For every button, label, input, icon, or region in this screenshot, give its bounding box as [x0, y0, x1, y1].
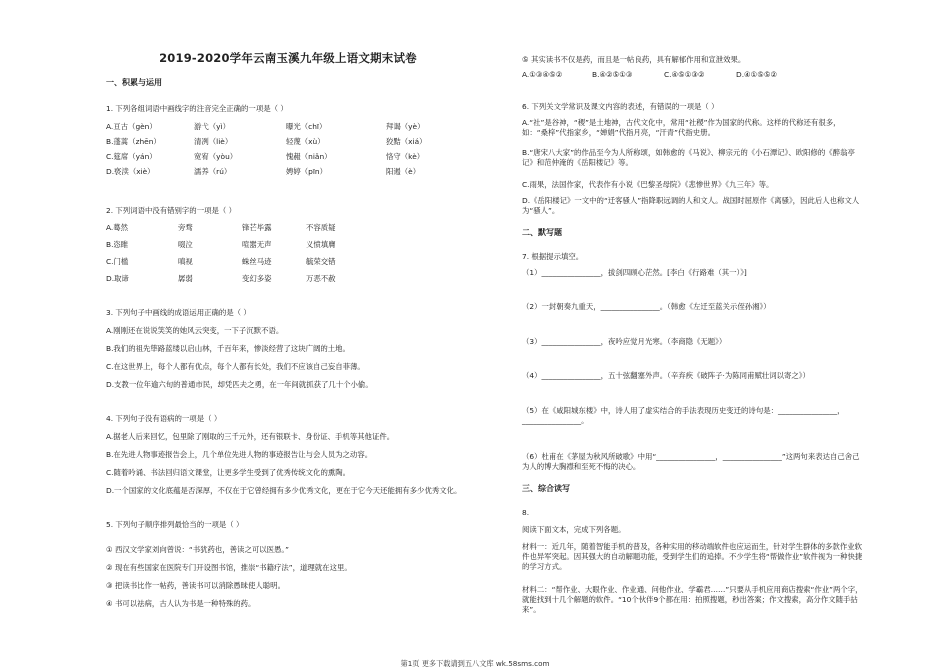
q1-c4: 恪守（kè）: [386, 152, 425, 161]
q3-option-a: A.刚刚还在说说笑笑的她风云突变，一下子沉默不语。: [106, 326, 284, 335]
q7-intro: 7. 根据提示填空。: [522, 252, 584, 261]
q2-d3: 变幻多姿: [242, 274, 272, 283]
q3-option-b: B.我们的祖先筚路蓝缕以启山林，千百年来，惨淡经营了这块广阔的土地。: [106, 344, 350, 353]
q2-stem: 2. 下列词语中没有错别字的一项是（ ）: [106, 206, 237, 215]
q7-blank-5: （5）在《咸阳城东楼》中，诗人用了虚实结合的手法表现历史变迁的诗句是：________________，________________。: [522, 406, 845, 425]
q7-blank-3: （3）________________，夜吟应觉月光寒。（李商隐《无题》）: [522, 337, 727, 346]
section-heading-2: 二、默写题: [522, 228, 562, 237]
q8-number: 8.: [522, 508, 530, 517]
q5-option-c: C.④⑤①③②: [664, 70, 705, 79]
q1-d2: 濡养（rú）: [194, 167, 232, 176]
q1-a4: 拜谒（yè）: [386, 122, 425, 131]
q2-c3: 蛛丝马迹: [242, 257, 272, 266]
q1-c2: 宽宥（yòu）: [194, 152, 238, 161]
q8-material-1: 材料一：近几年，随着智能手机的普及，各种实用的移动端软件也应运而生，针对学生群体的多款作业软件也异军突起。因其强大的自动解题功能，受到学生们的追捧。不少学生将“帮做作业”软件视为一种快捷的学习方式。: [522, 542, 863, 571]
q2-d2: 孱弱: [178, 274, 193, 283]
q4-stem: 4. 下列句子没有语病的一项是（ ）: [106, 414, 222, 423]
q1-b4: 狡黠（xiá）: [386, 137, 427, 146]
q5-option-a: A.①③④⑤②: [522, 70, 563, 79]
section-heading-3: 三、综合读写: [522, 484, 570, 493]
section-heading-1: 一、积累与运用: [106, 78, 162, 87]
right-column: [522, 0, 864, 650]
q5-item-2: ② 现在有些国家在医院专门开设图书馆，推崇“书籍疗法”，道理就在这里。: [106, 563, 352, 572]
q7-blank-4: （4）________________，五十弦翻塞外声。（辛弃疾《破阵子·为陈同甫赋壮词以寄之》）: [522, 371, 810, 380]
q7-blank-2: （2）一封朝奏九重天，________________。（韩愈《左迁至蓝关示侄孙湘》）: [522, 302, 771, 311]
q1-b2: 清冽（liè）: [194, 137, 233, 146]
q7-blank-1: （1）________________，拔剑四顾心茫然。[李白《行路难（其一）》]: [522, 268, 747, 277]
q3-stem: 3. 下列句子中画线的成语运用正确的是（ ）: [106, 308, 251, 317]
footer-text: 第1页 更多下载请到五八文库 wk.58sms.com: [400, 659, 550, 668]
q2-c1: C.门槛: [106, 257, 129, 266]
q1-b3: 轻蔑（xù）: [286, 137, 325, 146]
q3-option-c: C.在这世界上，每个人都有优点，每个人都有长处，我们不应该自己妄自菲薄。: [106, 362, 365, 371]
q5-item-1: ① 西汉文学家刘向曾说：“书犹药也，善读之可以医愚。”: [106, 545, 289, 554]
q2-a2: 旁骛: [178, 223, 193, 232]
q7-blank-6: （6）杜甫在《茅屋为秋风所破歌》中用“________________，________________”这两句来表达自己舍己为人的博大胸襟和至死不悔的决心。: [522, 452, 860, 471]
q1-b1: B.蓬蒿（zhēn）: [106, 137, 161, 146]
q6-option-b: B.“唐宋八大家”的作品至今为人所称颂，如韩愈的《马说》、柳宗元的《小石潭记》、欧阳修的《醉翁亭记》和范仲淹的《岳阳楼记》等。: [522, 148, 855, 167]
q1-a2: 游弋（yì）: [194, 122, 230, 131]
q5-option-d: D.④①⑤⑤②: [736, 70, 778, 79]
q2-a3: 锋芒毕露: [242, 223, 272, 232]
q8-material-2: 材料二：“帮作业、大眼作业、作业通、问他作业、学霸君……”只要从手机应用商店搜索“作业”两个字，就能找到十几个解题的软件。“10个伙伴9个都在用：拍照搜题，秒出答案；作文搜索，高分作文随手拈来”。: [522, 585, 863, 614]
q5-option-b: B.④②⑤①③: [592, 70, 633, 79]
q5-item-4: ④ 书可以祛病，古人认为书是一种特殊的药。: [106, 599, 256, 608]
page-title: 2019-2020学年云南玉溪九年级上语文期末试卷: [159, 51, 417, 65]
q5-stem: 5. 下列句子顺序排列最恰当的一项是（ ）: [106, 520, 244, 529]
q2-b1: B.恣睢: [106, 240, 129, 249]
q1-d1: D.亵渎（xiè）: [106, 167, 155, 176]
q5-item-3: ③ 把读书比作一帖药，善读书可以消除愚昧使人聪明。: [106, 581, 285, 590]
q2-a1: A.蓦然: [106, 223, 129, 232]
q2-d4: 万恶不赦: [306, 274, 336, 283]
q2-b2: 啜泣: [178, 240, 193, 249]
q1-d4: 阳遏（è）: [386, 167, 421, 176]
q2-c2: 嗔视: [178, 257, 193, 266]
q1-c3: 愧赧（niǎn）: [286, 152, 332, 161]
q6-option-c: C.雨果，法国作家，代表作有小说《巴黎圣母院》《悲惨世界》《九三年》等。: [522, 180, 774, 189]
q3-option-d: D.支教一位年逾六旬的普通市民，却凭匹夫之勇，在一年间就抓获了几十个小偷。: [106, 380, 373, 389]
left-column: [106, 0, 470, 650]
q4-option-c: C.随着吟诵、书法回归语文课堂，让更多学生受到了优秀传统文化的熏陶。: [106, 468, 351, 477]
q2-a4: 不容质疑: [306, 223, 336, 232]
q2-b4: 义愤填膺: [306, 240, 336, 249]
q6-option-a: A.“社”是谷神，“稷”是土地神，古代文化中，常用“社稷”作为国家的代称。这样的代称还有很多，如：“桑梓”代指家乡，“婵娟”代指月亮，“汗青”代指史册。: [522, 118, 841, 137]
q6-stem: 6. 下列关文学常识及课文内容的表述，有错误的一项是（ ）: [522, 102, 719, 111]
q2-b3: 喧嚣无声: [242, 240, 272, 249]
q1-d3: 娉婷（pīn）: [286, 167, 327, 176]
q1-a1: A.亘古（gèn）: [106, 122, 157, 131]
q1-c1: C.筵席（yán）: [106, 152, 157, 161]
q2-c4: 毓荣交错: [306, 257, 336, 266]
q1-a3: 曝光（chī）: [286, 122, 327, 131]
q2-d1: D.取谛: [106, 274, 129, 283]
q6-option-d: D.《岳阳楼记》一文中的“迁客骚人”指降职远调的人和文人。战国时屈原作《离骚》，因此后人也称文人为“骚人”。: [522, 196, 860, 215]
q8-intro: 阅读下面文本，完成下列各题。: [522, 525, 626, 534]
q1-stem: 1. 下列各组词语中画线字的注音完全正确的一项是（ ）: [106, 104, 288, 113]
q4-option-a: A.据老人后来回忆，包里除了刚取的三千元外，还有银联卡、身份证、手机等其他证件。: [106, 432, 395, 441]
q5-item-5: ⑤ 其实读书不仅是药，而且是一帖良药，具有解郁作用和宣泄效果。: [522, 55, 746, 64]
q4-option-b: B.在先进人物事迹报告会上，几个单位先进人物的事迹报告让与会人员为之动容。: [106, 450, 373, 459]
page-footer: [0, 659, 950, 669]
q4-option-d: D.一个国家的文化底蕴是否深厚，不仅在于它曾经拥有多少优秀文化，更在于它今天还能拥有多少优秀文化。: [106, 486, 462, 495]
